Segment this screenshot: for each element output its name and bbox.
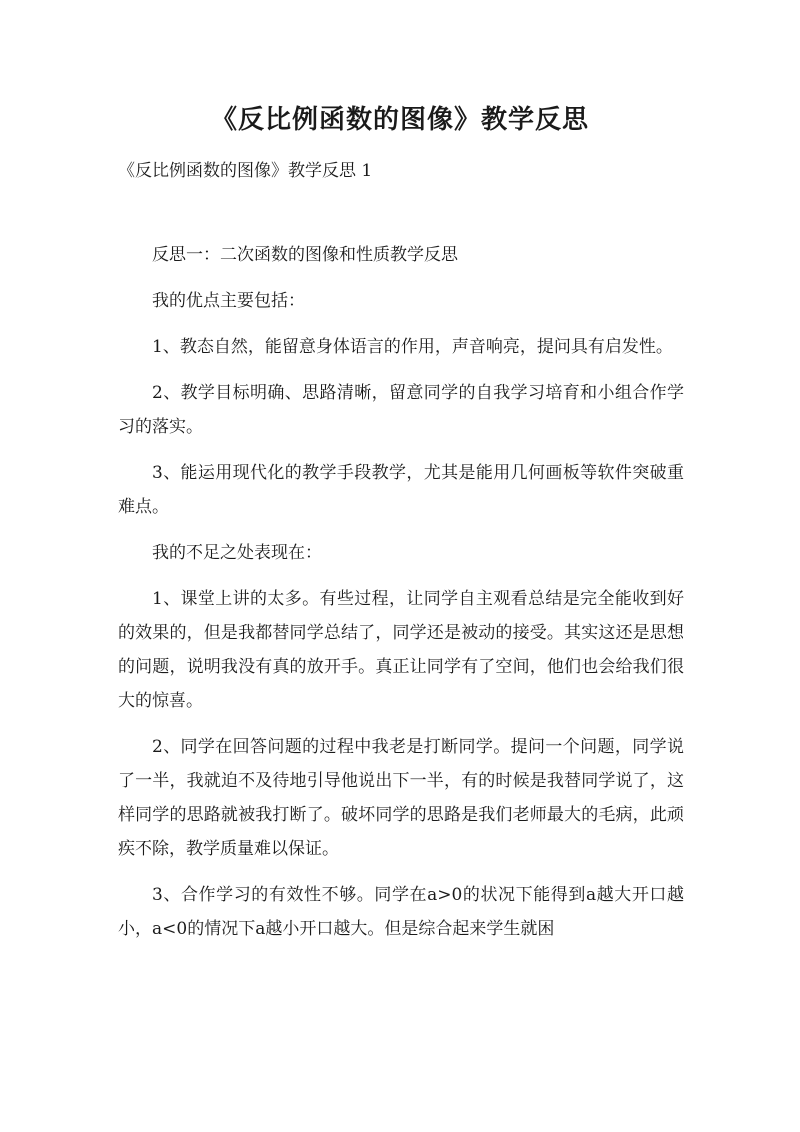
document-body bbox=[118, 238, 684, 958]
paragraph: 2、教学目标明确、思路清晰，留意同学的自我学习培育和小组合作学习的落实。 bbox=[118, 383, 684, 437]
paragraph: 3、能运用现代化的教学手段教学，尤其是能用几何画板等软件突破重难点。 bbox=[118, 463, 684, 517]
document-subtitle: 《反比例函数的图像》教学反思 1 bbox=[118, 161, 373, 181]
document-title: 《反比例函数的图像》教学反思 bbox=[210, 105, 589, 135]
paragraph: 反思一：二次函数的图像和性质教学反思 bbox=[152, 245, 458, 265]
paragraph: 2、同学在回答问题的过程中我老是打断同学。提问一个问题，同学说了一半，我就迫不及待地引导他说出下一半，有的时候是我替同学说了，这样同学的思路就被我打断了。破坏同学的思路是我们老师最大的毛病，此顽疾不除，教学质量难以保证。 bbox=[118, 737, 684, 859]
paragraph: 我的不足之处表现在： bbox=[152, 543, 322, 563]
paragraph: 3、合作学习的有效性不够。同学在a>0的状况下能得到a越大开口越小，a<0的情况下a越小开口越大。但是综合起来学生就困 bbox=[118, 885, 684, 939]
paragraph: 我的优点主要包括： bbox=[152, 291, 305, 311]
paragraph: 1、课堂上讲的太多。有些过程，让同学自主观看总结是完全能收到好的效果的，但是我都替同学总结了，同学还是被动的接受。其实这还是思想的问题，说明我没有真的放开手。真正让同学有了空间，他们也会给我们很大的惊喜。 bbox=[118, 589, 684, 711]
paragraph: 1、教态自然，能留意身体语言的作用，声音响亮，提问具有启发性。 bbox=[152, 337, 673, 357]
